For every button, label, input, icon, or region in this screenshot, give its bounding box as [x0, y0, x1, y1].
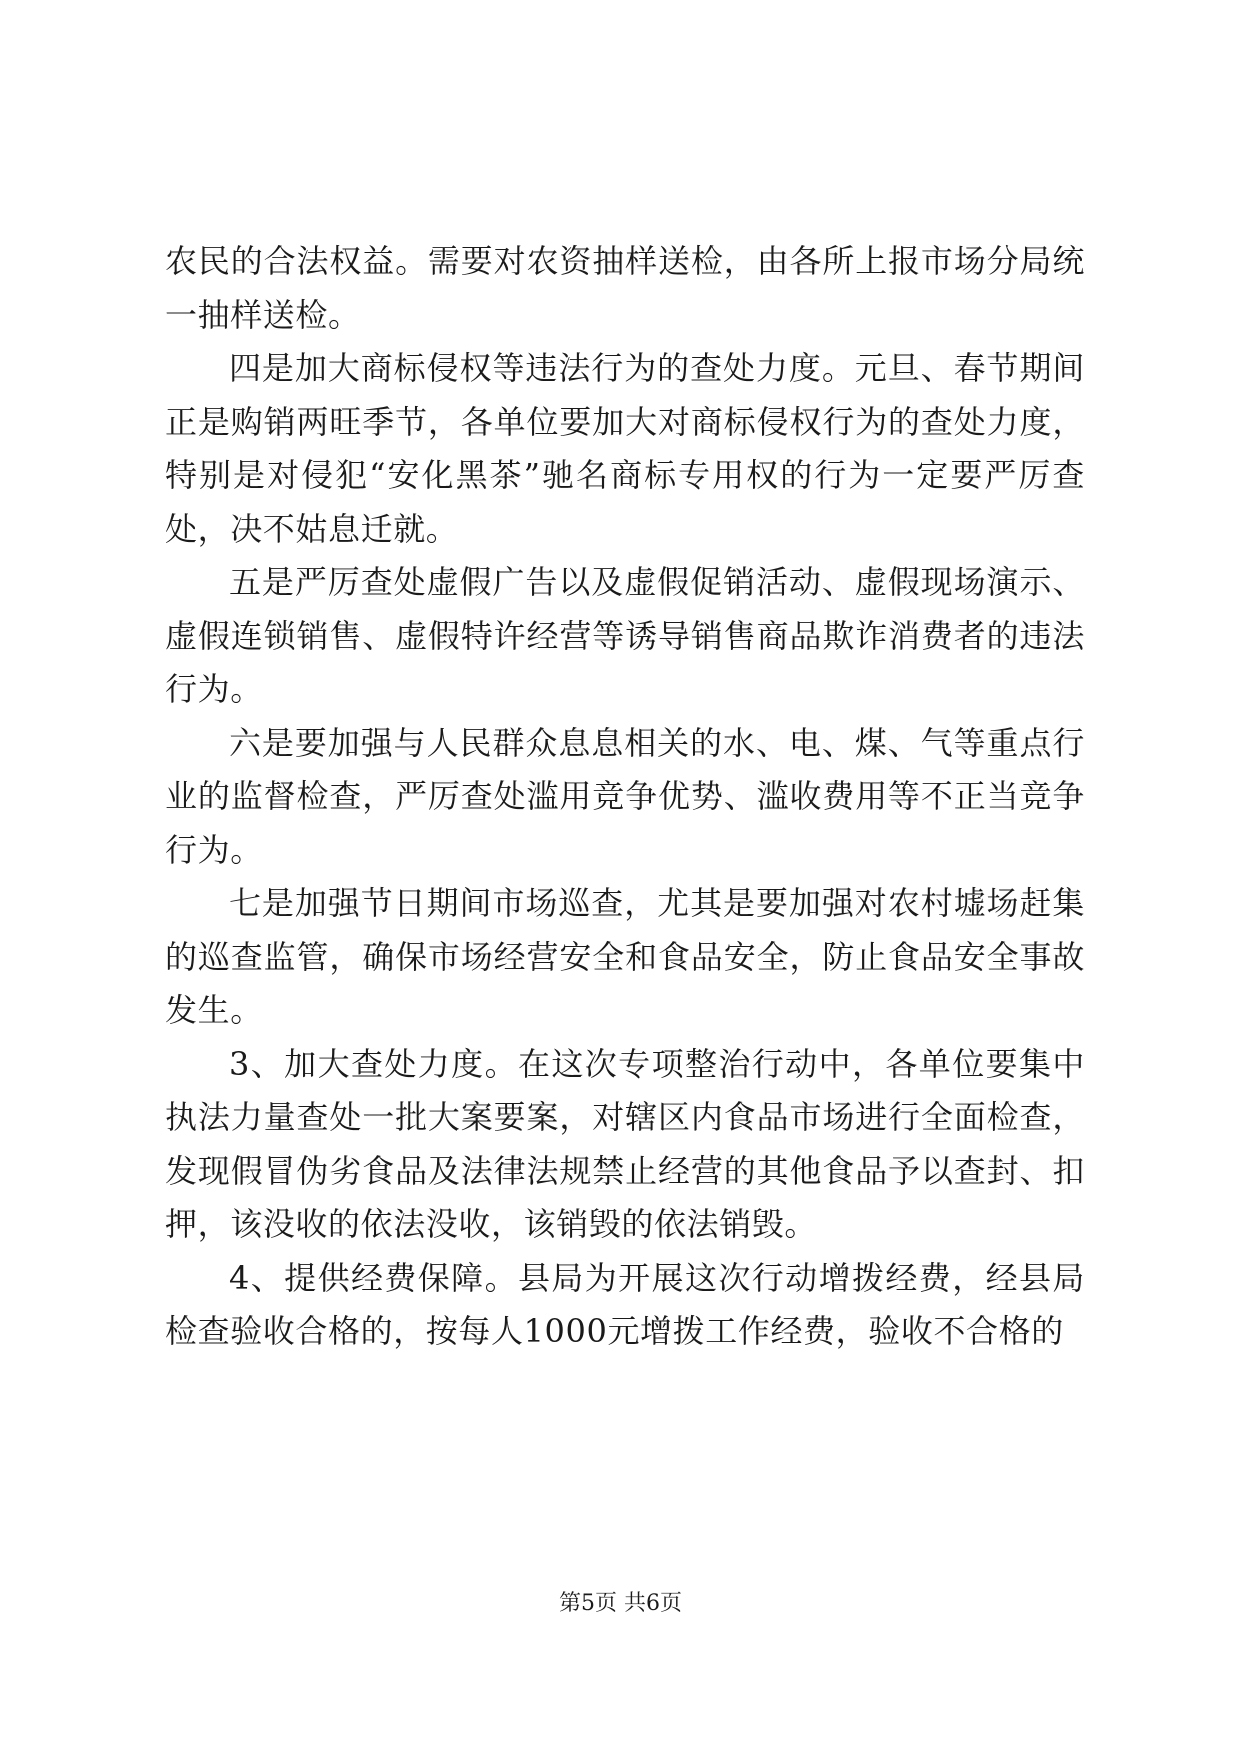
- paragraph-4: 六是要加强与人民群众息息相关的水、电、煤、气等重点行业的监督检查，严厉查处滥用竞争优势、滥收费用等不正当竞争行为。: [165, 723, 1085, 869]
- document-body: [165, 235, 1085, 1359]
- page-number: 第5页 共6页: [559, 1591, 682, 1616]
- paragraph-5: 七是加强节日期间市场巡查，尤其是要加强对农村墟场赶集的巡查监管，确保市场经营安全和食品安全，防止食品安全事故发生。: [165, 884, 1085, 1029]
- paragraph-3: 五是严厉查处虚假广告以及虚假促销活动、虚假现场演示、虚假连锁销售、虚假特许经营等诱导销售商品欺诈消费者的违法行为。: [165, 563, 1085, 708]
- page-footer: [0, 1586, 1241, 1617]
- paragraph-7: 4、提供经费保障。县局为开展这次行动增拨经费，经县局检查验收合格的，按每人1000元增拨工作经费，验收不合格的: [165, 1258, 1085, 1350]
- paragraph-2: 四是加大商标侵权等违法行为的查处力度。元旦、春节期间正是购销两旺季节，各单位要加大对商标侵权行为的查处力度，特别是对侵犯“安化黑茶”驰名商标专用权的行为一定要严厉查处，决不姑息迁就。: [165, 349, 1085, 548]
- paragraph-6: 3、加大查处力度。在这次专项整治行动中，各单位要集中执法力量查处一批大案要案，对辖区内食品市场进行全面检查，发现假冒伪劣食品及法律法规禁止经营的其他食品予以查封、扣押，该没收的依法没收，该销毁的依法销毁。: [165, 1044, 1085, 1243]
- paragraph-1: 农民的合法权益。需要对农资抽样送检，由各所上报市场分局统一抽样送检。: [165, 242, 1085, 334]
